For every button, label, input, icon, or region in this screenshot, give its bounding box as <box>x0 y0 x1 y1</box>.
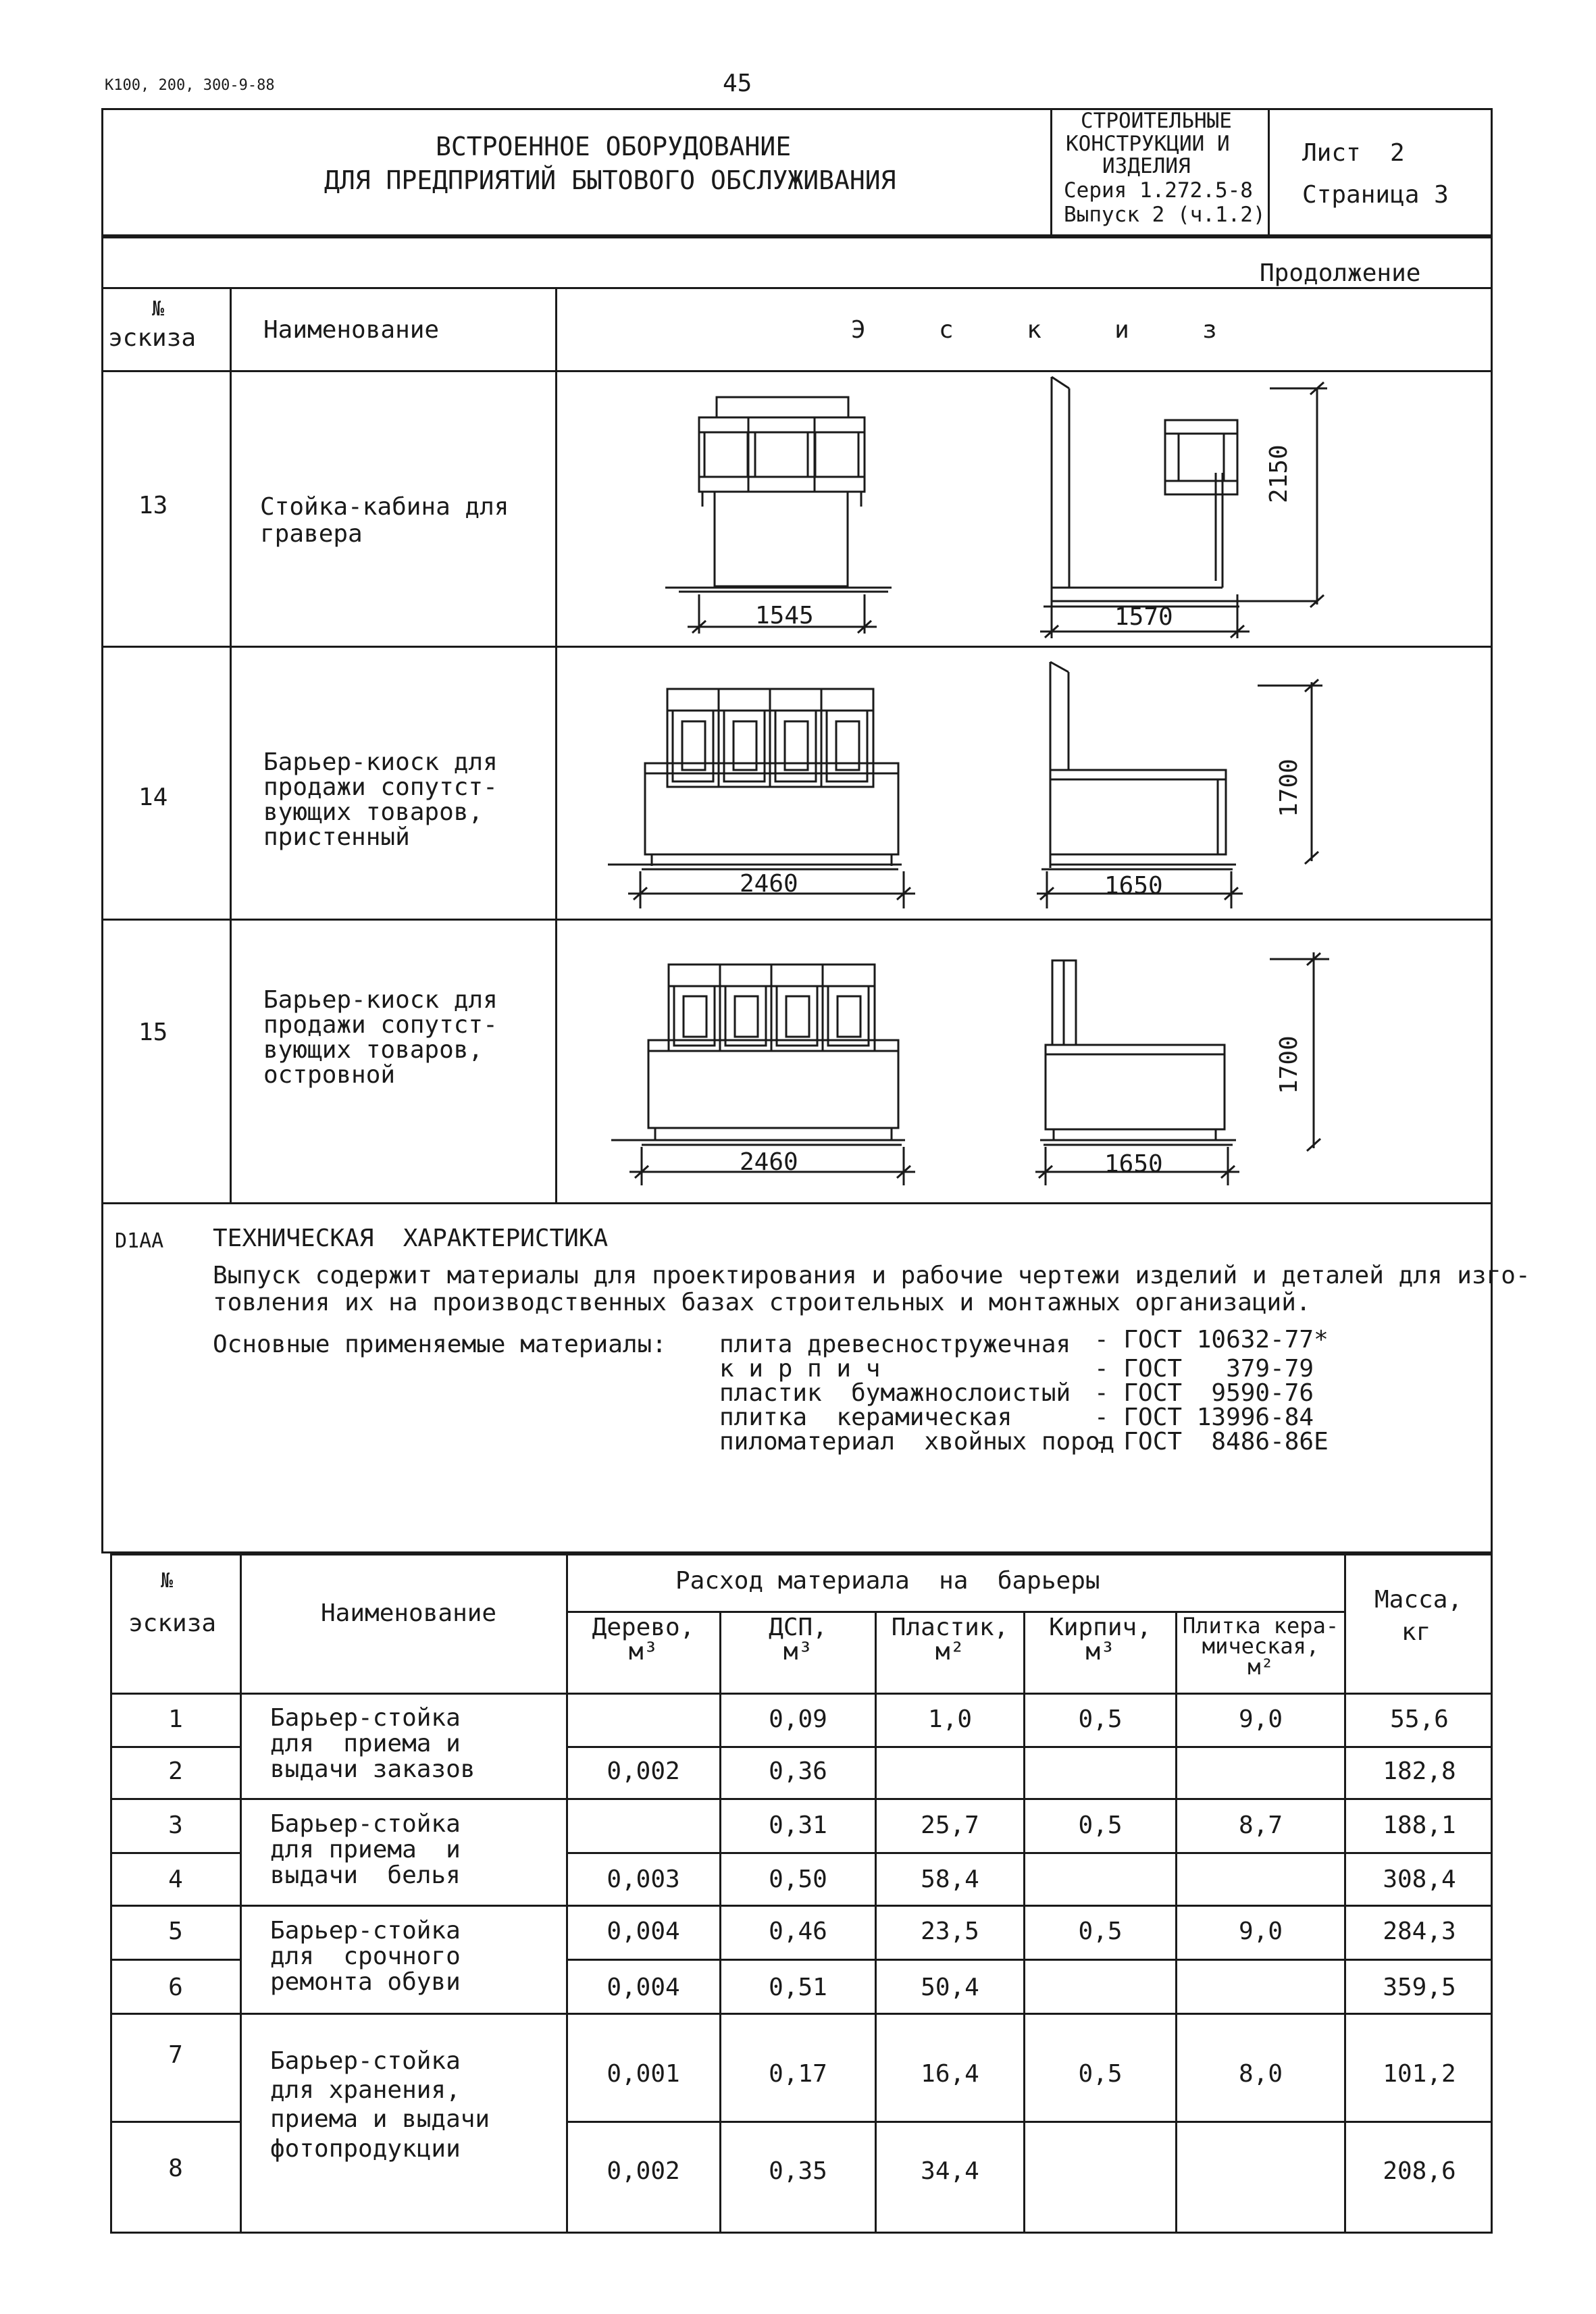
table-col-name: Наименование <box>321 1599 497 1627</box>
row-dsp: 0,17 <box>769 2060 827 2088</box>
table-col-plastic: Пластик, м² <box>891 1614 1009 1666</box>
sketch-13-dim-front: 1545 <box>755 602 814 629</box>
title-line2: ДЛЯ ПРЕДПРИЯТИЙ БЫТОВОГО ОБСЛУЖИВАНИЯ <box>324 165 896 195</box>
page-number: 45 <box>723 70 752 97</box>
series-line1: СТРОИТЕЛЬНЫЕ <box>1081 109 1232 133</box>
row-plastic: 25,7 <box>921 1811 979 1839</box>
row-mass: 182,8 <box>1383 1757 1456 1785</box>
row-num: 4 <box>168 1866 183 1893</box>
sketch-15-dim-side: 1650 <box>1104 1150 1163 1178</box>
row-mass: 188,1 <box>1383 1811 1456 1839</box>
table-col-dsp: ДСП, м³ <box>769 1614 827 1666</box>
sheet-number: Лист 2 <box>1302 139 1405 167</box>
sketch-13-dim-side: 1570 <box>1114 603 1173 631</box>
sketch-row-name-line1: Барьер-киоск для <box>263 986 498 1014</box>
material-name: плитка керамическая <box>719 1404 1012 1431</box>
sketch-row-num: 14 <box>138 783 168 811</box>
material-name: к и р п и ч <box>719 1355 881 1383</box>
row-plastic: 58,4 <box>921 1866 979 1893</box>
row-num: 7 <box>168 2041 183 2069</box>
tech-heading: ТЕХНИЧЕСКАЯ ХАРАКТЕРИСТИКА <box>213 1225 609 1252</box>
document-code: К100, 200, 300-9-88 <box>105 77 275 94</box>
row-wood: 0,002 <box>607 1757 680 1785</box>
table-group-name: Барьер-стойка для хранения, приема и выдачи фотопродукции <box>270 2047 490 2163</box>
row-plastic: 34,4 <box>921 2157 979 2185</box>
sketch-row-name-line3: вующих товаров, <box>263 1036 484 1064</box>
series-line4: Серия 1.272.5-8 <box>1064 178 1253 203</box>
row-wood: 0,004 <box>607 1974 680 2001</box>
row-plastic: 50,4 <box>921 1974 979 2001</box>
sketch-row-num: 15 <box>138 1019 168 1046</box>
page-label: Страница 3 <box>1302 181 1449 209</box>
sketch-14-dim-side: 1650 <box>1104 872 1163 900</box>
row-num: 2 <box>168 1757 183 1785</box>
row-mass: 359,5 <box>1383 1974 1456 2001</box>
sketch-col-name: Наименование <box>263 316 440 344</box>
row-num: 3 <box>168 1811 183 1839</box>
row-num: 1 <box>168 1705 183 1733</box>
tech-mark: D1AA <box>115 1229 164 1253</box>
material-standard: - ГОСТ 8486-86Е <box>1094 1428 1329 1456</box>
series-line3: ИЗДЕЛИЯ <box>1102 154 1191 178</box>
sketch-col-num-label: эскиза <box>108 324 197 352</box>
material-standard: - ГОСТ 10632-77* <box>1094 1326 1329 1354</box>
material-name: пластик бумажнослоистый <box>719 1379 1071 1407</box>
row-num: 8 <box>168 2155 183 2182</box>
sketch-row-name-line4: островной <box>263 1061 396 1089</box>
table-col-mass-line1: Масса, <box>1374 1586 1463 1614</box>
table-col-mass-line2: кг <box>1401 1618 1431 1646</box>
row-wood: 0,003 <box>607 1866 680 1893</box>
table-col-brick: Кирпич, м³ <box>1049 1614 1152 1666</box>
title-line1: ВСТРОЕННОЕ ОБОРУДОВАНИЕ <box>436 132 792 161</box>
row-dsp: 0,50 <box>769 1866 827 1893</box>
row-dsp: 0,31 <box>769 1811 827 1839</box>
row-mass: 284,3 <box>1383 1918 1456 1945</box>
row-wood: 0,002 <box>607 2157 680 2185</box>
table-group-name: Барьер-стойка для приема и выдачи заказов <box>270 1704 475 1783</box>
material-name: плита древесностружечная <box>719 1331 1071 1358</box>
sketch-col-num-symbol: № <box>152 297 165 321</box>
table-col-tile: Плитка кера- мическая, м² <box>1182 1613 1339 1680</box>
row-dsp: 0,35 <box>769 2157 827 2185</box>
material-standard: - ГОСТ 379-79 <box>1094 1355 1314 1383</box>
row-tile: 9,0 <box>1238 1705 1283 1733</box>
row-mass: 308,4 <box>1383 1866 1456 1893</box>
row-plastic: 1,0 <box>927 1705 973 1733</box>
sketch-15-dim-height: 1700 <box>1275 1035 1303 1094</box>
row-brick: 0,5 <box>1078 2060 1123 2088</box>
sketch-13-dim-height: 2150 <box>1265 444 1293 503</box>
table-group-header: Расход материала на барьеры <box>675 1567 1100 1595</box>
row-tile: 8,0 <box>1238 2060 1283 2088</box>
table-col-wood: Дерево, м³ <box>592 1614 695 1666</box>
sketch-row-name-line1: Барьер-киоск для <box>263 748 498 776</box>
sketch-row-name-line2: продажи сопутст- <box>263 773 498 801</box>
row-num: 6 <box>168 1974 183 2001</box>
row-mass: 208,6 <box>1383 2157 1456 2185</box>
tech-paragraph-line1: Выпуск содержит материалы для проектирования и рабочие чертежи изделий и деталей для изго- <box>213 1262 1530 1289</box>
row-mass: 55,6 <box>1390 1705 1449 1733</box>
tech-paragraph-line2: товления их на производственных базах строительных и монтажных организаций. <box>213 1289 1311 1316</box>
materials-label: Основные применяемые материалы: <box>213 1331 667 1358</box>
material-standard: - ГОСТ 13996-84 <box>1094 1404 1314 1431</box>
row-num: 5 <box>168 1918 183 1945</box>
row-brick: 0,5 <box>1078 1705 1123 1733</box>
row-brick: 0,5 <box>1078 1811 1123 1839</box>
sketch-row-name-line1: Стойка-кабина для <box>260 493 509 521</box>
row-dsp: 0,09 <box>769 1705 827 1733</box>
table-col-num-symbol: № <box>161 1569 174 1593</box>
row-brick: 0,5 <box>1078 1918 1123 1945</box>
row-tile: 8,7 <box>1238 1811 1283 1839</box>
row-mass: 101,2 <box>1383 2060 1456 2088</box>
row-wood: 0,001 <box>607 2060 680 2088</box>
sketch-14-dim-height: 1700 <box>1275 759 1303 817</box>
row-dsp: 0,36 <box>769 1757 827 1785</box>
sketch-row-name-line3: вующих товаров, <box>263 798 484 826</box>
material-standard: - ГОСТ 9590-76 <box>1094 1379 1314 1407</box>
row-dsp: 0,51 <box>769 1974 827 2001</box>
sketch-col-sketch: Э с к и з <box>851 316 1217 344</box>
sketch-row-name-line4: пристенный <box>263 823 410 851</box>
sketch-row-num: 13 <box>138 492 168 519</box>
sketch-15-dim-front: 2460 <box>740 1148 798 1176</box>
sketch-row-name-line2: гравера <box>260 520 363 548</box>
row-plastic: 16,4 <box>921 2060 979 2088</box>
table-group-name: Барьер-стойка для приема и выдачи белья <box>270 1810 461 1889</box>
series-line2: КОНСТРУКЦИИ И <box>1066 132 1230 156</box>
row-tile: 9,0 <box>1238 1918 1283 1945</box>
table-col-num-label: эскиза <box>128 1610 217 1637</box>
sketch-14-dim-front: 2460 <box>740 870 798 898</box>
row-plastic: 23,5 <box>921 1918 979 1945</box>
row-dsp: 0,46 <box>769 1918 827 1945</box>
material-name: пиломатериал хвойных пород <box>719 1428 1115 1456</box>
continuation-label: Продолжение <box>1260 259 1421 287</box>
row-wood: 0,004 <box>607 1918 680 1945</box>
table-group-name: Барьер-стойка для срочного ремонта обуви <box>270 1917 461 1996</box>
series-line5: Выпуск 2 (ч.1.2) <box>1064 203 1266 227</box>
sketch-row-name-line2: продажи сопутст- <box>263 1011 498 1039</box>
